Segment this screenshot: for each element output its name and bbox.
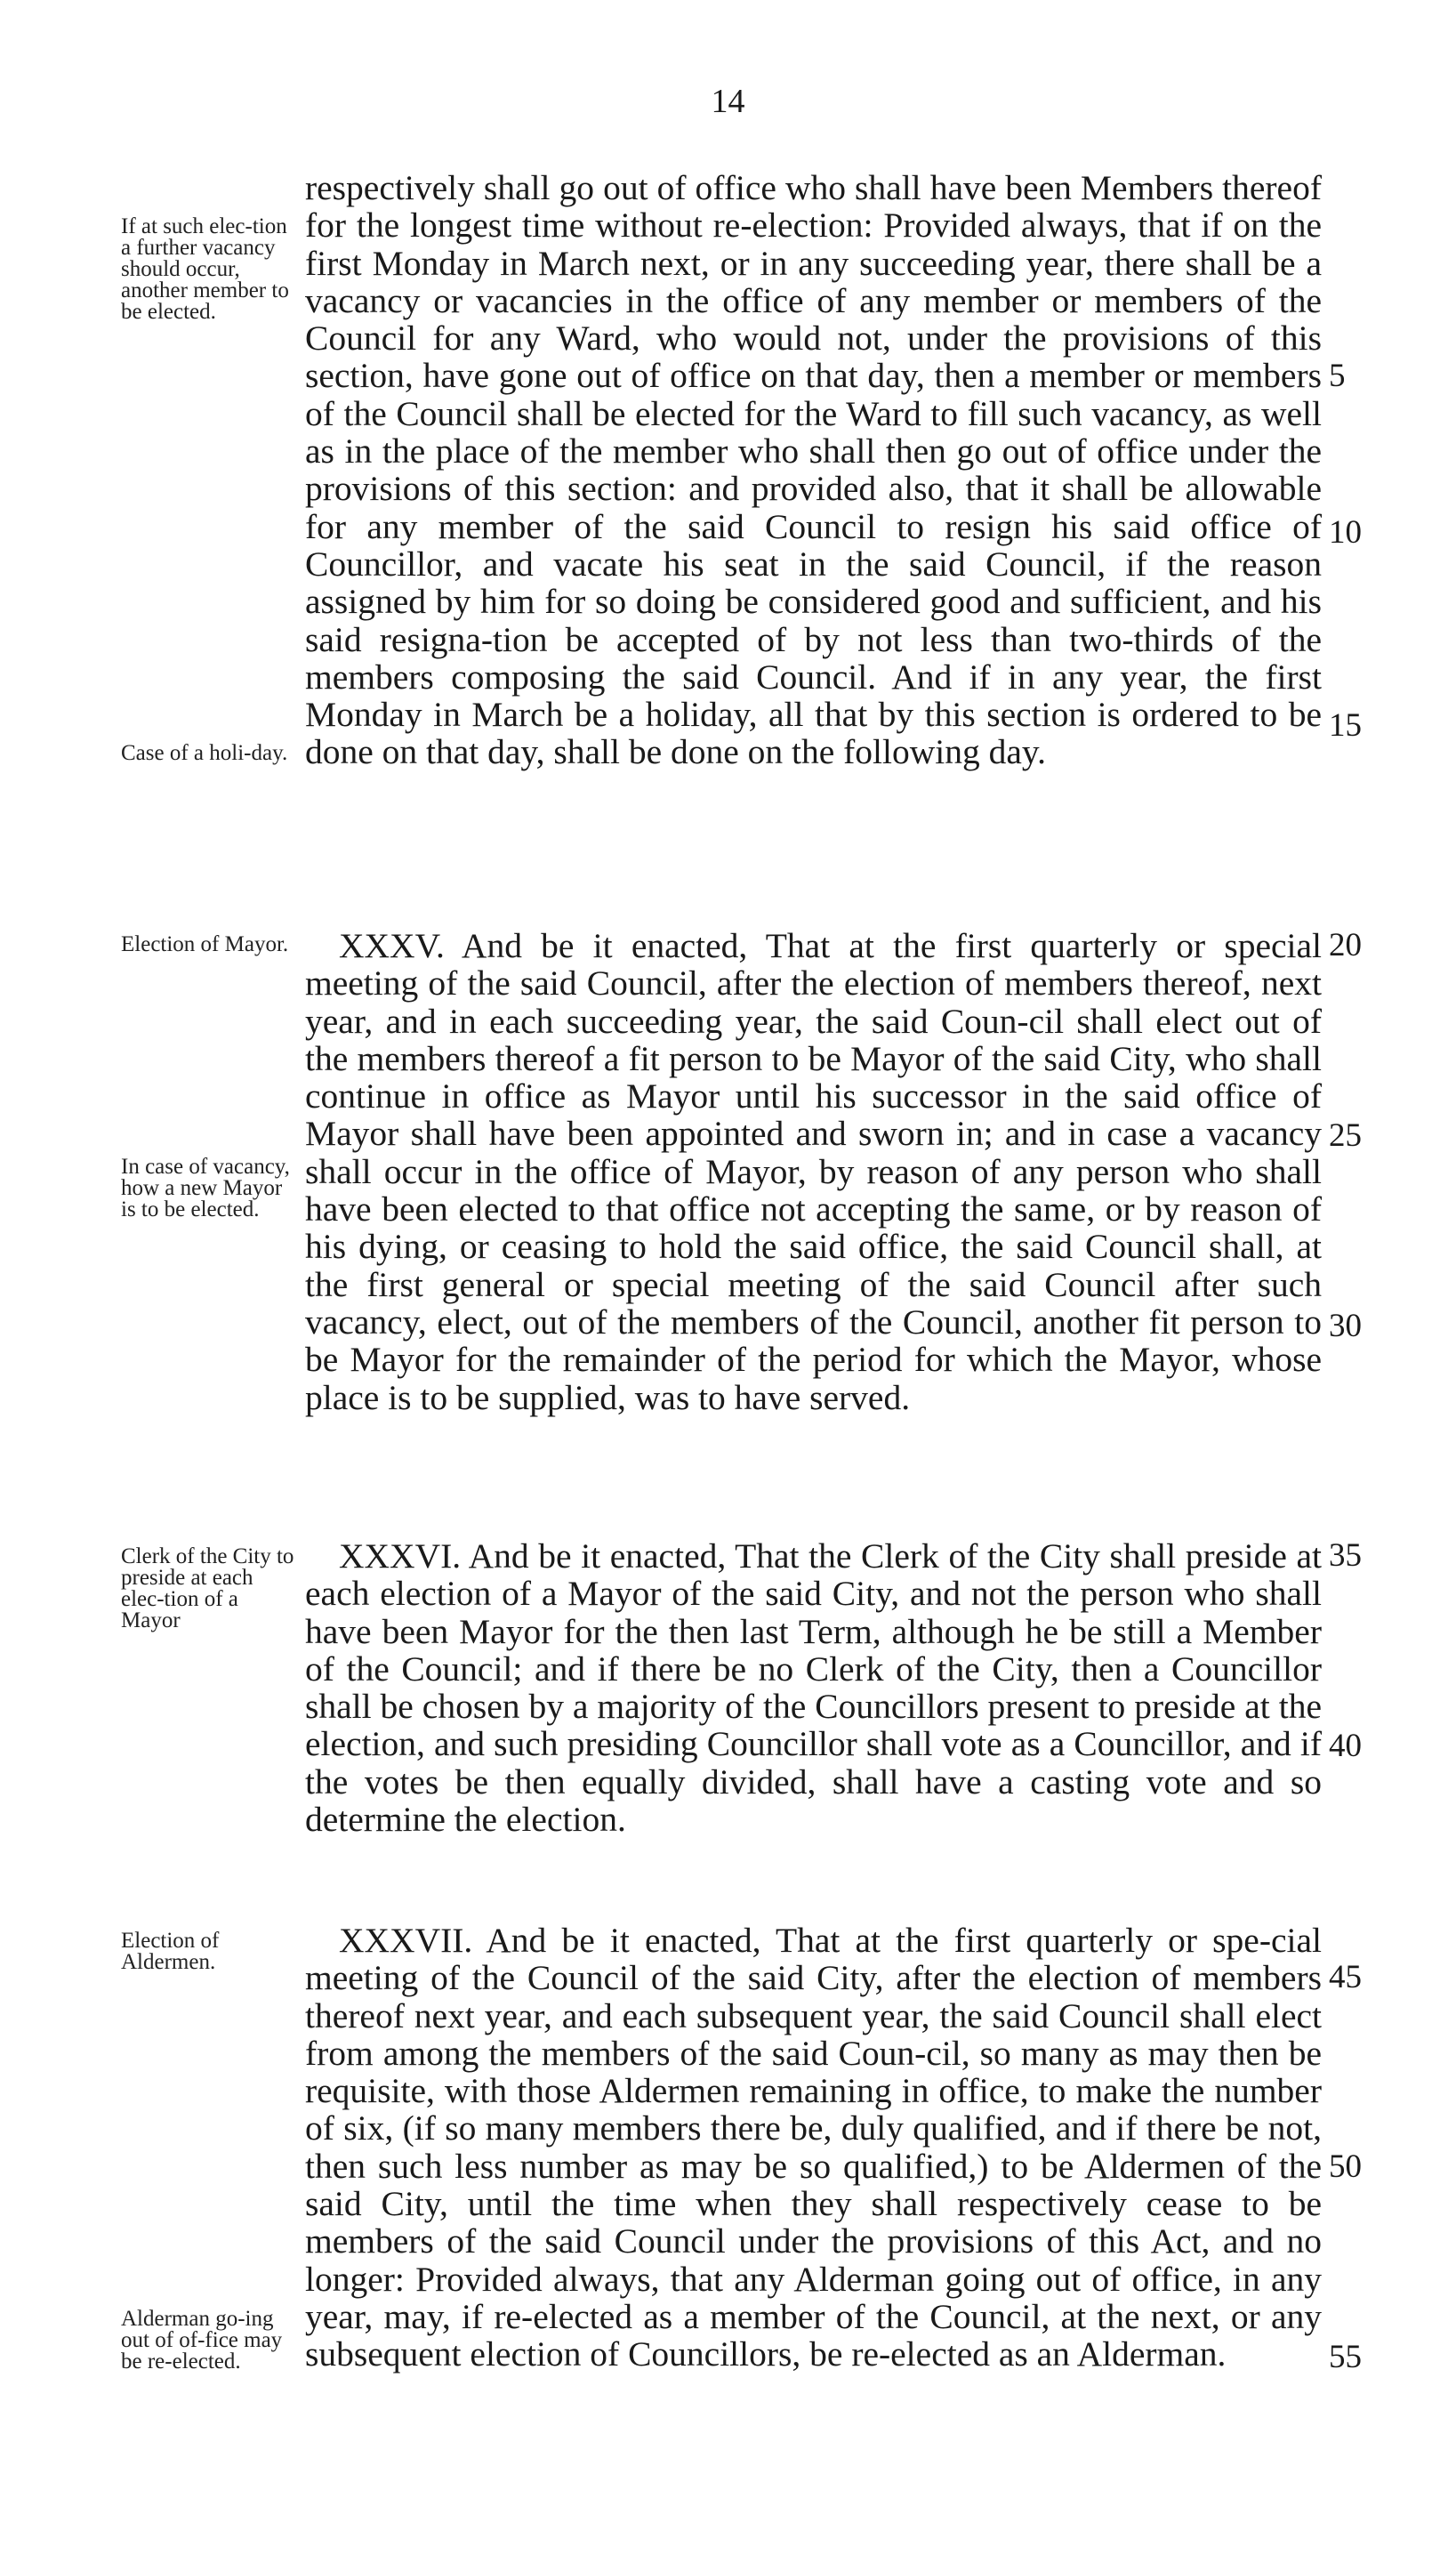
line-number-15: 15 <box>1329 707 1362 744</box>
line-number-10: 10 <box>1329 514 1362 551</box>
line-number-40: 40 <box>1329 1728 1362 1764</box>
margin-note-alderman-reelected: Alderman go-ing out of of-fice may be re-elected. <box>121 2307 283 2374</box>
margin-note-further-vacancy: If at such elec-tion a further vacancy should occur, another member to be elected. <box>121 214 289 324</box>
line-number-35: 35 <box>1329 1537 1362 1574</box>
line-number-45: 45 <box>1329 1959 1362 1995</box>
paragraph-continuation <box>305 169 1322 771</box>
paragraph-text: XXXV. And be it enacted, That at the first quarterly or special meeting of the said Council, after the election of members thereof, next year, and in each succeeding year, the said Coun-cil shall elect out of the members thereof a fit person to be Mayor of the said City, who shall continue in office as Mayor until his successor in the said office of Mayor shall have been appointed and sworn in; and in case a vacancy shall occur in the office of Mayor, by reason of any person who shall have been elected to that office not accepting the same, or by reason of his dying, or ceasing to hold the said office, the said Council shall, at the first general or special meeting of the said Council after such vacancy, elect, out of the members of the Council, another fit person to be Mayor for the remainder of the period for which the Mayor, whose place is to be supplied, was to have served. <box>305 926 1322 1417</box>
line-number-20: 20 <box>1329 927 1362 963</box>
section-xxxv <box>305 927 1322 1416</box>
line-number-50: 50 <box>1329 2148 1362 2185</box>
line-number-25: 25 <box>1329 1117 1362 1154</box>
section-xxxvi <box>305 1537 1322 1838</box>
margin-note-election-of-aldermen: Election of Aldermen. <box>121 1929 220 1974</box>
margin-note-clerk-presides: Clerk of the City to preside at each elec-tion of a Mayor <box>121 1544 294 1632</box>
section-xxxvii <box>305 1922 1322 2374</box>
paragraph-text: respectively shall go out of office who shall have been Members thereof for the longest time without re-election: Provided always, that if on the first Monday in March next, or in any succeeding year, there shall be a vacancy or vacancies in the office of any member or members of the Council for any Ward, who would not, under the provisions of this section, have gone out of office on that day, then a member or members of the Council shall be elected for the Ward to fill such vacancy, as well as in the place of the member who shall then go out of office under the provisions of this section: and provided also, that it shall be allowable for any member of the said Council to resign his said office of Councillor, and vacate his seat in the said Council, if the reason assigned by him for so doing be considered good and sufficient, and his said resigna-tion be accepted of by not less than two-thirds of the members composing the said Council. And if in any year, the first Monday in March be a holiday, all that by this section is ordered to be done on that day, shall be done on the following day. <box>305 168 1322 772</box>
page-number: 14 <box>711 83 745 120</box>
paragraph-text: XXXVI. And be it enacted, That the Clerk of the City shall preside at each election of a Mayor of the said City, and not the person who shall have been Mayor for the then last Term, although he be still a Member of the Council; and if there be no Clerk of the City, then a Councillor shall be chosen by a majority of the Councillors present to preside at the election, and such presiding Councillor shall vote as a Councillor, and if the votes be then equally divided, shall have a casting vote and so determine the election. <box>305 1536 1322 1840</box>
line-number-5: 5 <box>1329 358 1346 394</box>
line-number-55: 55 <box>1329 2339 1362 2375</box>
margin-note-election-of-mayor: Election of Mayor. <box>121 932 289 956</box>
paragraph-text: XXXVII. And be it enacted, That at the first quarterly or spe-cial meeting of the Council of the said City, after the election of members thereof next year, and each subsequent year, the said Council shall elect from among the members of the said Coun-cil, so many as may then be requisite, with those Aldermen remaining in office, to make the number of six, (if so many members there be, duly qualified, and if there be not, then such less number as may be so qualified,) to be Aldermen of the said City, until the time when they shall respectively cease to be members of the said Council under the provisions of this Act, and no longer: Provided always, that any Alderman going out of office, in any year, may, if re-elected as a member of the Council, at the next, or any subsequent election of Councillors, be re-elected as an Alderman. <box>305 1921 1322 2374</box>
margin-note-holiday: Case of a holi-day. <box>121 741 288 765</box>
line-number-30: 30 <box>1329 1308 1362 1344</box>
margin-note-mayor-vacancy: In case of vacancy, how a new Mayor is to be elected. <box>121 1155 290 1221</box>
